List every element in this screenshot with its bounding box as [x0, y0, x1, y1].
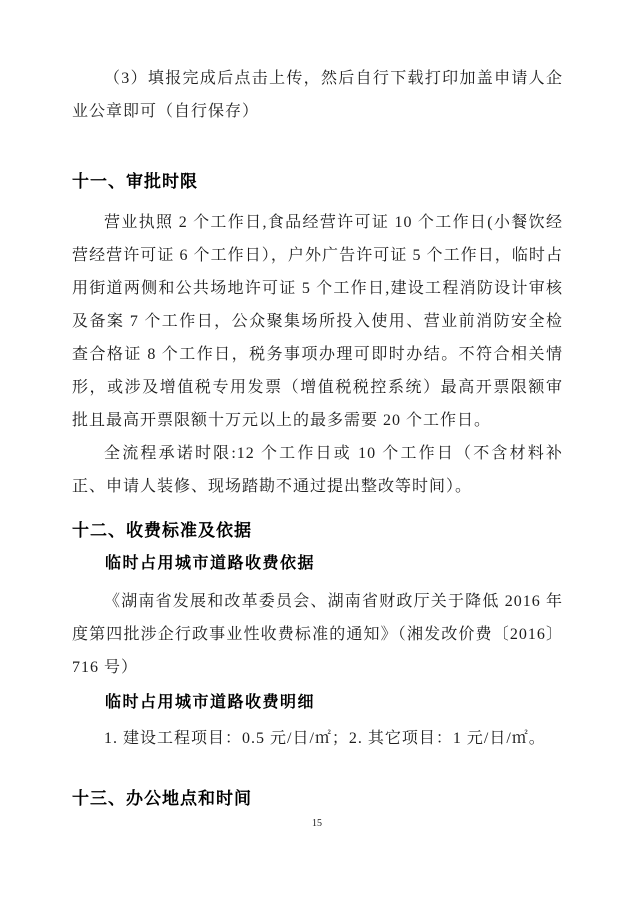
section-12-heading: 十二、收费标准及依据: [72, 521, 252, 540]
fee-basis-paragraph: 《湖南省发展和改革委员会、湖南省财政厅关于降低 2016 年度第四批涉企行政事业性收费标准的通知》（湘发改价费〔2016〕716 号）: [72, 593, 563, 676]
fee-detail-paragraph: 1. 建设工程项目：0.5 元/日/㎡；2. 其它项目：1 元/日/㎡。: [104, 730, 546, 747]
section-11-body-paragraph: 营业执照 2 个工作日,食品经营许可证 10 个工作日(小餐饮经营经营许可证 6 个工作日），户外广告许可证 5 个工作日，临时占用街道两侧和公共场地许可证 5 个工作日,建设工程消防设计审核及备案 7 个工作日，公众聚集场所投入使用、营业前消防安全检查合格证 8 个工作日，税务事项办理可即时办结。不符合相关情形，或涉及增值税专用发票（增值税税控系统）最高开票限额审批且最高开票限额十万元以上的最多需要 20 个工作日。: [72, 214, 563, 429]
section-13-heading: 十三、办公地点和时间: [72, 789, 252, 808]
section-11-heading: 十一、审批时限: [72, 172, 198, 191]
intro-paragraph: （3）填报完成后点击上传，然后自行下载打印加盖申请人企业公章即可（自行保存）: [72, 70, 563, 120]
page-number: 15: [312, 818, 322, 829]
section-11-promise-paragraph: 全流程承诺时限:12 个工作日或 10 个工作日（不含材料补正、申请人装修、现场踏勘不通过提出整改等时间）。: [72, 445, 563, 495]
fee-basis-subheading: 临时占用城市道路收费依据: [105, 555, 316, 572]
fee-detail-subheading: 临时占用城市道路收费明细: [105, 694, 316, 711]
